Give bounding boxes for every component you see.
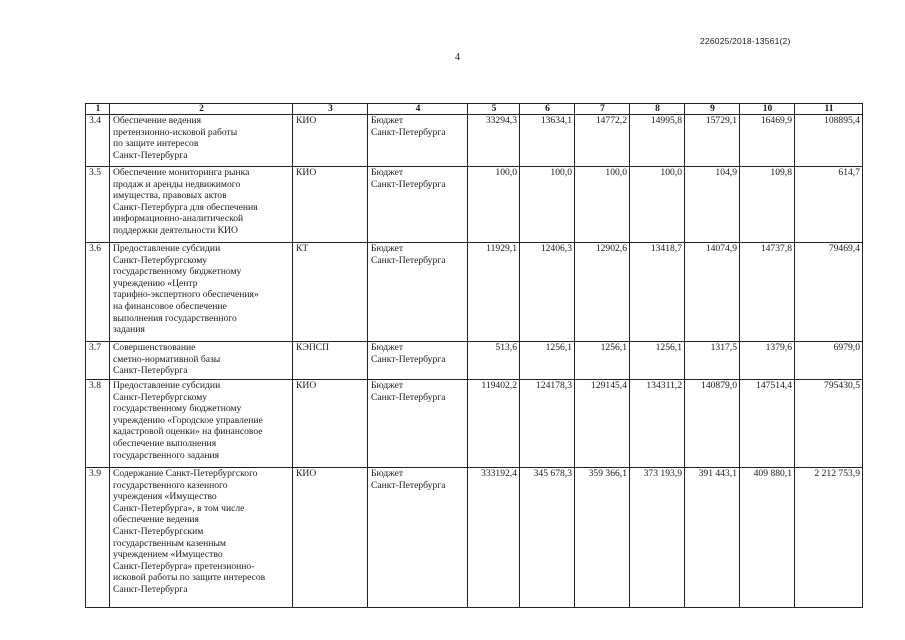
value-col6: 13634,1	[520, 115, 575, 167]
table-header-row	[86, 104, 863, 115]
value-col6: 345 678,3	[520, 468, 575, 608]
value-col10: 14737,8	[740, 243, 795, 342]
value-col5: 119402,2	[468, 380, 520, 468]
value-col9: 104,9	[685, 167, 740, 243]
value-col7: 100,0	[575, 167, 630, 243]
funding-source: Бюджет Санкт-Петербурга	[368, 468, 468, 608]
value-col6: 12406,3	[520, 243, 575, 342]
activity-name: Обеспечение ведения претензионно-исковой работы по защите интересов Санкт-Петербурга	[110, 115, 293, 167]
column-header: 8	[630, 104, 685, 115]
executor: КТ	[293, 243, 368, 342]
value-col7: 359 366,1	[575, 468, 630, 608]
value-col11-total: 79469,4	[795, 243, 863, 342]
row-number: 3.9	[86, 468, 110, 608]
value-col8: 14995,8	[630, 115, 685, 167]
value-col6: 1256,1	[520, 342, 575, 380]
value-col8: 373 193,9	[630, 468, 685, 608]
column-header: 9	[685, 104, 740, 115]
value-col5: 11929,1	[468, 243, 520, 342]
value-col10: 1379,6	[740, 342, 795, 380]
value-col9: 140879,0	[685, 380, 740, 468]
value-col11-total: 614,7	[795, 167, 863, 243]
funding-source: Бюджет Санкт-Петербурга	[368, 342, 468, 380]
executor: КИО	[293, 115, 368, 167]
value-col10: 409 880,1	[740, 468, 795, 608]
column-header: 5	[468, 104, 520, 115]
activity-name: Предоставление субсидии Санкт-Петербургскому государственному бюджетному учреждению «Городское управление кадастровой оценки» на финансовое обеспечение выполнения государственного задания	[110, 380, 293, 468]
value-col6: 100,0	[520, 167, 575, 243]
value-col9: 1317,5	[685, 342, 740, 380]
column-header: 2	[110, 104, 293, 115]
row-number: 3.5	[86, 167, 110, 243]
table-row	[86, 167, 863, 243]
row-number: 3.7	[86, 342, 110, 380]
funding-source: Бюджет Санкт-Петербурга	[368, 115, 468, 167]
value-col10: 147514,4	[740, 380, 795, 468]
document-code: 226025/2018-13561(2)	[700, 36, 791, 46]
column-header: 1	[86, 104, 110, 115]
row-number: 3.8	[86, 380, 110, 468]
value-col10: 109,8	[740, 167, 795, 243]
column-header: 7	[575, 104, 630, 115]
funding-source: Бюджет Санкт-Петербурга	[368, 380, 468, 468]
activity-name: Содержание Санкт-Петербургского государственного казенного учреждения «Имущество Санкт-Петербурга», в том числе обеспечение ведения Санкт-Петербургским государственным казенным учреждением «Имущество Санкт-Петербурга» претензионно- исковой работы по защите интересов Санкт-Петербурга	[110, 468, 293, 608]
value-col7: 1256,1	[575, 342, 630, 380]
executor: КИО	[293, 468, 368, 608]
executor: КИО	[293, 167, 368, 243]
value-col5: 100,0	[468, 167, 520, 243]
table-row	[86, 468, 863, 608]
page-number: 4	[455, 52, 460, 63]
row-number: 3.4	[86, 115, 110, 167]
column-header: 3	[293, 104, 368, 115]
activity-name: Обеспечение мониторинга рынка продаж и аренды недвижимого имущества, правовых актов Санкт-Петербурга для обеспечения информационно-аналитической поддержки деятельности КИО	[110, 167, 293, 243]
value-col9: 391 443,1	[685, 468, 740, 608]
column-header: 6	[520, 104, 575, 115]
value-col8: 100,0	[630, 167, 685, 243]
row-number: 3.6	[86, 243, 110, 342]
column-header: 4	[368, 104, 468, 115]
value-col11-total: 795430,5	[795, 380, 863, 468]
value-col10: 16469,9	[740, 115, 795, 167]
value-col5: 513,6	[468, 342, 520, 380]
value-col11-total: 6979,0	[795, 342, 863, 380]
table-row	[86, 243, 863, 342]
value-col7: 12902,6	[575, 243, 630, 342]
table-row	[86, 115, 863, 167]
value-col8: 1256,1	[630, 342, 685, 380]
column-header: 10	[740, 104, 795, 115]
value-col9: 14074,9	[685, 243, 740, 342]
table-row	[86, 380, 863, 468]
value-col7: 14772,2	[575, 115, 630, 167]
value-col11-total: 2 212 753,9	[795, 468, 863, 608]
budget-table	[85, 103, 863, 608]
value-col7: 129145,4	[575, 380, 630, 468]
table-row	[86, 342, 863, 380]
executor: КЭПСП	[293, 342, 368, 380]
value-col11-total: 108895,4	[795, 115, 863, 167]
value-col8: 13418,7	[630, 243, 685, 342]
funding-source: Бюджет Санкт-Петербурга	[368, 167, 468, 243]
value-col5: 333192,4	[468, 468, 520, 608]
activity-name: Совершенствование сметно-нормативной базы Санкт-Петербурга	[110, 342, 293, 380]
value-col6: 124178,3	[520, 380, 575, 468]
value-col9: 15729,1	[685, 115, 740, 167]
value-col8: 134311,2	[630, 380, 685, 468]
value-col5: 33294,3	[468, 115, 520, 167]
executor: КИО	[293, 380, 368, 468]
activity-name: Предоставление субсидии Санкт-Петербургскому государственному бюджетному учреждению «Центр тарифно-экспертного обеспечения» на финансовое обеспечение выполнения государственного задания	[110, 243, 293, 342]
column-header: 11	[795, 104, 863, 115]
funding-source: Бюджет Санкт-Петербурга	[368, 243, 468, 342]
